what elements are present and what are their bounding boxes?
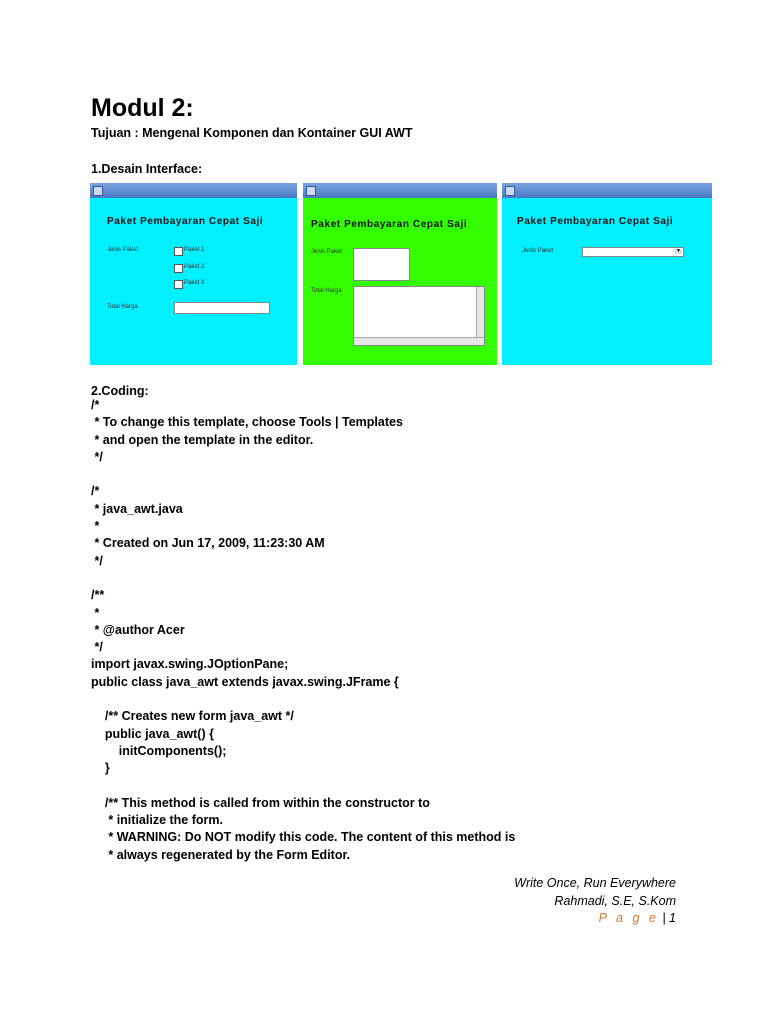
window-icon [505,186,515,196]
code-line: } [91,761,110,776]
checkbox-paket2[interactable] [174,264,183,273]
subtitle: Tujuan : Mengenal Komponen dan Kontainer GUI AWT [91,126,413,140]
code-line: public class java_awt extends javax.swing.JFrame { [91,674,399,689]
label-jenis-paket: Jenis Paket [107,247,139,253]
window-heading: Paket Pembayaran Cepat Saji [517,216,674,227]
code-line [91,466,515,483]
window-icon [306,186,316,196]
code-line: public java_awt() { [91,726,214,741]
section-heading-coding: 2.Coding: [91,384,149,398]
page-title: Modul 2: [91,94,194,122]
horizontal-scrollbar[interactable] [354,337,484,345]
code-line: /* [91,398,100,412]
window-heading: Paket Pembayaran Cepat Saji [107,216,264,227]
code-line: * Created on Jun 17, 2009, 11:23:30 AM [91,536,325,551]
label-total-harga: Total Harga [107,304,138,310]
code-line [91,778,515,795]
window-heading: Paket Pembayaran Cepat Saji [311,219,468,230]
label-jenis-paket: Jenis Paket [311,249,343,255]
code-line: * initialize the form. [91,813,223,828]
code-line [91,570,515,587]
code-line: * WARNING: Do NOT modify this code. The content of this method is [91,830,516,845]
window-titlebar [90,183,297,198]
code-line: * [91,605,100,620]
section-heading-design: 1.Desain Interface: [91,162,203,176]
code-line: /** This method is called from within the constructor to [91,795,430,810]
gui-window-checkbox [90,183,297,365]
code-line: */ [91,449,103,464]
code-line: * and open the template in the editor. [91,432,314,447]
window-body [90,198,297,365]
label-jenis-paket: Jenis Paket [522,248,554,254]
code-line: /* [91,484,100,499]
checkbox-label-paket3: Paket 3 [184,280,205,286]
code-line: /** Creates new form java_awt */ [91,709,294,724]
window-titlebar [502,183,712,198]
code-line: * java_awt.java [91,501,183,516]
window-body [303,198,497,365]
gui-window-textarea [303,183,497,365]
page-number: 1 [669,911,676,925]
chevron-down-icon[interactable]: ▼ [676,248,681,254]
code-line: import javax.swing.JOptionPane; [91,657,289,672]
footer-motto: Write Once, Run Everywhere [514,876,676,890]
code-line: */ [91,553,103,568]
total-harga-field[interactable] [174,302,270,314]
code-line: * [91,519,100,534]
checkbox-paket3[interactable] [174,280,183,289]
checkbox-label-paket1: Paket 1 [184,247,205,253]
page-separator: | [662,911,666,925]
code-line: * always regenerated by the Form Editor. [91,847,351,862]
window-titlebar [303,183,497,198]
code-line [91,691,515,708]
footer-author: Rahmadi, S.E, S.Kom [554,894,676,908]
page-label: P a g e [598,911,659,925]
jenis-paket-textarea[interactable] [353,248,410,281]
gui-window-combobox [502,183,712,365]
window-body [502,198,712,365]
total-harga-textarea[interactable] [353,286,485,346]
code-line: initComponents(); [91,743,227,758]
code-line: */ [91,640,103,655]
code-line: * To change this template, choose Tools | Templates [91,415,403,430]
code-line: /** [91,588,105,603]
page-number-line [599,911,676,925]
label-total-harga: Total Harga [311,288,342,294]
code-line: * @author Acer [91,622,185,637]
jenis-paket-combobox[interactable] [582,247,684,257]
checkbox-paket1[interactable] [174,247,183,256]
checkbox-label-paket2: Paket 2 [184,264,205,270]
window-icon [93,186,103,196]
code-block [91,397,515,864]
